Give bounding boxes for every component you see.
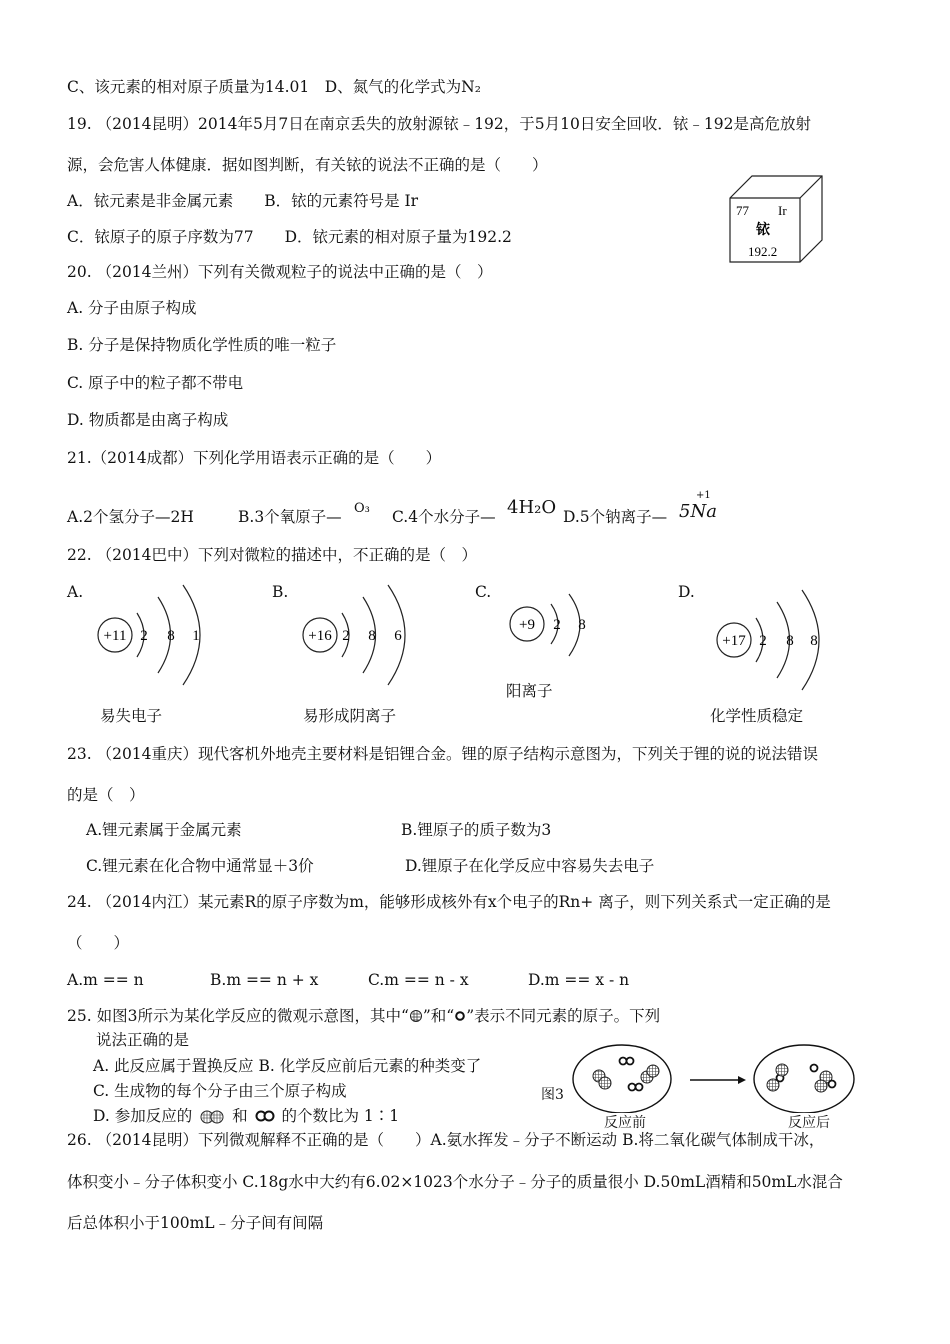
atom-diagram-c [505, 592, 600, 667]
before-label: 反应前 [604, 1115, 646, 1131]
q23-stem-line2: 的是（ ） [67, 786, 145, 804]
q26-line1: 26. （2014昆明）下列微观解释不正确的是（ ）A.氨水挥发﹣分子不断运动 B.将二氧化碳气体制成干冰， [67, 1131, 825, 1149]
q24-option-d: D.m == x - n [528, 971, 630, 989]
q19-options-cd: C．铱原子的原子序数为77 D．铱元素的相对原子量为192.2 [67, 228, 512, 246]
shell-electrons: 8 [368, 628, 376, 644]
q19-stem-line2: 源，会危害人体健康．据如图判断，有关铱的说法不正确的是（ ） [67, 156, 548, 174]
hatched-molecule-icon [197, 1108, 227, 1124]
hollow-atom-icon [454, 1010, 466, 1022]
shell-electrons: 8 [167, 628, 175, 644]
q25-option-c: C. 生成物的每个分子由三个原子构成 [93, 1082, 347, 1100]
q25-stem-pre: 25. 如图3所示为某化学反应的微观示意图，其中“ [67, 1007, 409, 1025]
shell-electrons: 2 [553, 617, 561, 633]
q25-options-ab: A. 此反应属于置换反应 B. 化学反应前后元素的种类变了 [93, 1057, 482, 1075]
q26-line3: 后总体积小于100mL﹣分子间有间隔 [67, 1214, 324, 1232]
nucleus-charge: +11 [103, 628, 127, 644]
shell-electrons: 8 [810, 633, 818, 649]
q24-option-c: C.m == n - x [368, 971, 469, 989]
q20-option-c: C. 原子中的粒子都不带电 [67, 374, 244, 392]
tile-symbol: Ir [778, 203, 787, 218]
q22-caption-b: 易形成阴离子 [303, 707, 397, 725]
atom-diagram-a [95, 580, 220, 690]
q25-option-d-pre: D. 参加反应的 [93, 1107, 193, 1125]
q20-option-b: B. 分子是保持物质化学性质的唯一粒子 [67, 336, 337, 354]
after-label: 反应后 [788, 1115, 830, 1131]
q25-stem-mid: ”和“ [422, 1007, 455, 1025]
q22-option-b-letter: B. [272, 583, 289, 601]
shell-electrons: 6 [394, 628, 402, 644]
q21-option-c-label: C.4个水分子— [392, 508, 496, 526]
after-container [754, 1045, 854, 1113]
tile-atomic-number: 77 [736, 203, 749, 218]
q19-options-ab: A．铱元素是非金属元素 B．铱的元素符号是 Ir [67, 192, 419, 210]
q20-stem: 20. （2014兰州）下列有关微观粒子的说法中正确的是（ ） [67, 263, 493, 281]
nucleus-charge: +9 [519, 617, 535, 633]
q18-options-cd: C、该元素的相对原子质量为14.01 D、氮气的化学式为N₂ [67, 78, 481, 96]
tile-atomic-mass: 192.2 [748, 244, 778, 259]
q23-option-d: D.锂原子在化学反应中容易失去电子 [405, 857, 655, 875]
q20-option-a: A. 分子由原子构成 [67, 299, 197, 317]
q21-option-d-charge: +1 [696, 490, 711, 501]
q25-option-d [93, 1106, 399, 1126]
shell-electrons: 2 [342, 628, 350, 644]
q22-option-d-letter: D. [678, 583, 695, 601]
shell-electrons: 8 [578, 617, 586, 633]
q23-option-c: C.锂元素在化合物中通常显＋3价 [86, 857, 314, 875]
nucleus-charge: +17 [722, 633, 746, 649]
figure3-label: 图3 [541, 1087, 564, 1103]
shell-electrons: 8 [786, 633, 794, 649]
q23-option-b: B.锂原子的质子数为3 [401, 821, 552, 839]
atom-diagram-b [300, 580, 425, 690]
q21-option-d-label: D.5个钠离子— [563, 508, 668, 526]
q22-option-c-letter: C. [475, 583, 492, 601]
q21-option-c-formula: 4H₂O [507, 497, 557, 518]
before-container [573, 1045, 671, 1113]
q21-option-b-formula: O₃ [354, 501, 370, 516]
shell-electrons: 1 [192, 628, 200, 644]
q21-option-d-formula: 5Na [679, 501, 717, 522]
nucleus-charge: +16 [308, 628, 332, 644]
q25-stem-line1 [67, 1006, 660, 1026]
hollow-molecule-icon [253, 1109, 277, 1123]
shell-electrons: 2 [140, 628, 148, 644]
q21-stem: 21.（2014成都）下列化学用语表示正确的是（ ） [67, 449, 442, 467]
q21-option-b-label: B.3个氧原子— [238, 508, 342, 526]
q25-stem-post: ”表示不同元素的原子。下列 [466, 1007, 661, 1025]
q22-caption-d: 化学性质稳定 [710, 707, 804, 725]
q23-option-a: A.锂元素属于金属元素 [86, 821, 242, 839]
q20-option-d: D. 物质都是由离子构成 [67, 411, 229, 429]
q22-caption-c: 阳离子 [506, 682, 553, 700]
q24-stem-line1: 24. （2014内江）某元素R的原子序数为m，能够形成核外有x个电子的Rn+ 离子，则下列关系式一定正确的是 [67, 893, 831, 911]
q25-option-d-post: 的个数比为 1∶1 [281, 1107, 400, 1125]
q25-option-d-mid: 和 [232, 1107, 248, 1125]
tile-element-name: 铱 [756, 223, 770, 238]
atom-diagram-d [713, 585, 838, 695]
q22-option-a-letter: A. [67, 583, 84, 601]
q26-line2: 体积变小﹣分子体积变小 C.18g水中大约有6.02×1023个水分子﹣分子的质量很小 D.50mL酒精和50mL水混合 [67, 1173, 843, 1191]
q23-stem-line1: 23. （2014重庆）现代客机外地壳主要材料是铝锂合金。锂的原子结构示意图为，下列关于锂的说的说法错误 [67, 745, 819, 763]
q22-caption-a: 易失电子 [100, 707, 163, 725]
q21-option-a: A.2个氢分子—2H [67, 508, 194, 526]
q22-stem: 22. （2014巴中）下列对微粒的描述中，不正确的是（ ） [67, 546, 478, 564]
q25-stem-line2: 说法正确的是 [96, 1031, 190, 1049]
q19-stem-line1: 19. （2014昆明）2014年5月7日在南京丢失的放射源铱﹣192，于5月10日安全回收．铱﹣192是高危放射 [67, 115, 811, 133]
iridium-element-tile [722, 168, 832, 268]
q24-option-a: A.m == n [67, 971, 144, 989]
q24-option-b: B.m == n + x [210, 971, 319, 989]
hatched-atom-icon [409, 1009, 423, 1023]
q24-stem-line2: （ ） [67, 934, 130, 952]
shell-electrons: 2 [759, 633, 767, 649]
